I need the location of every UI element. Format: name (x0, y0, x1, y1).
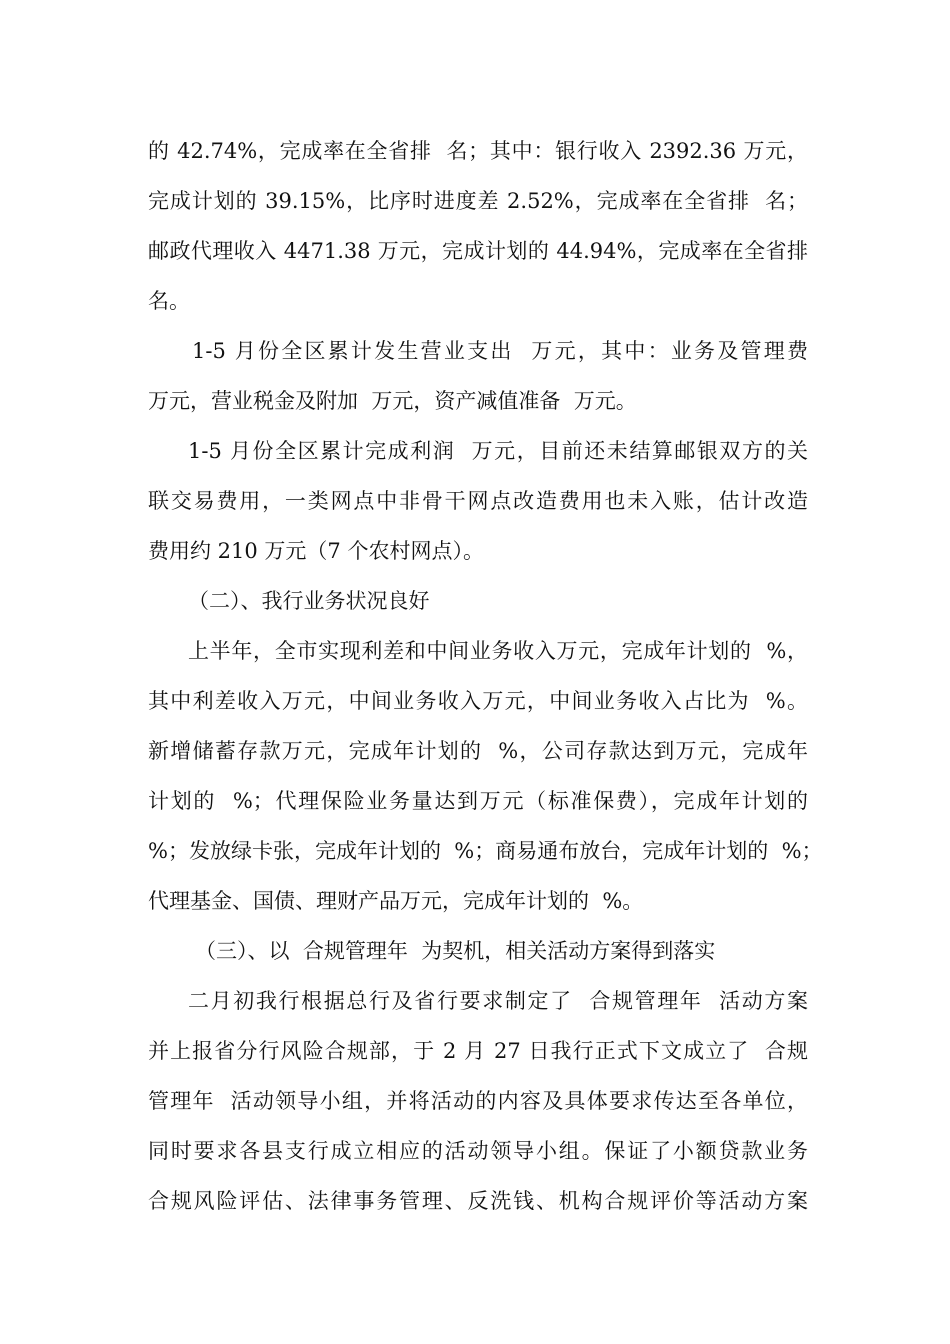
paragraph-line: 万元，营业税金及附加 万元，资产减值准备 万元。 (148, 389, 637, 413)
paragraph-line: 新增储蓄存款万元，完成年计划的 %，公司存款达到万元，完成年 (148, 739, 808, 763)
paragraph-line: 联交易费用，一类网点中非骨干网点改造费用也未入账，估计改造 (148, 489, 808, 513)
paragraph-line: 管理年 活动领导小组，并将活动的内容及具体要求传达至各单位， (148, 1089, 808, 1113)
paragraph-line: 1-5 月份全区累计完成利润 万元，目前还未结算邮银双方的关 (188, 439, 808, 463)
paragraph-line: 1-5 月份全区累计发生营业支出 万元，其中：业务及管理费 (192, 339, 808, 363)
paragraph-line: 并上报省分行风险合规部，于 2 月 27 日我行正式下文成立了 合规 (148, 1039, 808, 1063)
paragraph-line: 完成计划的 39.15%，比序时进度差 2.52%，完成率在全省排 名； (148, 189, 808, 213)
paragraph-line: 名。 (148, 289, 190, 313)
paragraph-line: 上半年，全市实现利差和中间业务收入万元，完成年计划的 %， (188, 639, 808, 663)
paragraph-line: 邮政代理收入 4471.38 万元，完成计划的 44.94%，完成率在全省排 (148, 239, 808, 263)
paragraph-line: %；发放绿卡张，完成年计划的 %；商易通布放台，完成年计划的 %； (148, 839, 823, 863)
paragraph-line: 其中利差收入万元，中间业务收入万元，中间业务收入占比为 %。 (148, 689, 808, 713)
paragraph-line: 同时要求各县支行成立相应的活动领导小组。保证了小额贷款业务 (148, 1139, 808, 1163)
document-body (148, 126, 823, 1226)
section-heading: （三）、以 合规管理年 为契机，相关活动方案得到落实 (195, 939, 716, 963)
paragraph-line: 代理基金、国债、理财产品万元，完成年计划的 %。 (148, 889, 644, 913)
section-heading: （二）、我行业务状况良好 (188, 589, 430, 613)
paragraph-line: 费用约 210 万元（7 个农村网点）。 (148, 539, 484, 563)
paragraph-line: 的 42.74%，完成率在全省排 名；其中：银行收入 2392.36 万元， (148, 139, 808, 163)
paragraph-line: 二月初我行根据总行及省行要求制定了 合规管理年 活动方案 (188, 989, 808, 1013)
paragraph-line: 合规风险评估、法律事务管理、反洗钱、机构合规评价等活动方案 (148, 1189, 808, 1213)
paragraph-line: 计划的 %；代理保险业务量达到万元（标准保费），完成年计划的 (148, 789, 808, 813)
